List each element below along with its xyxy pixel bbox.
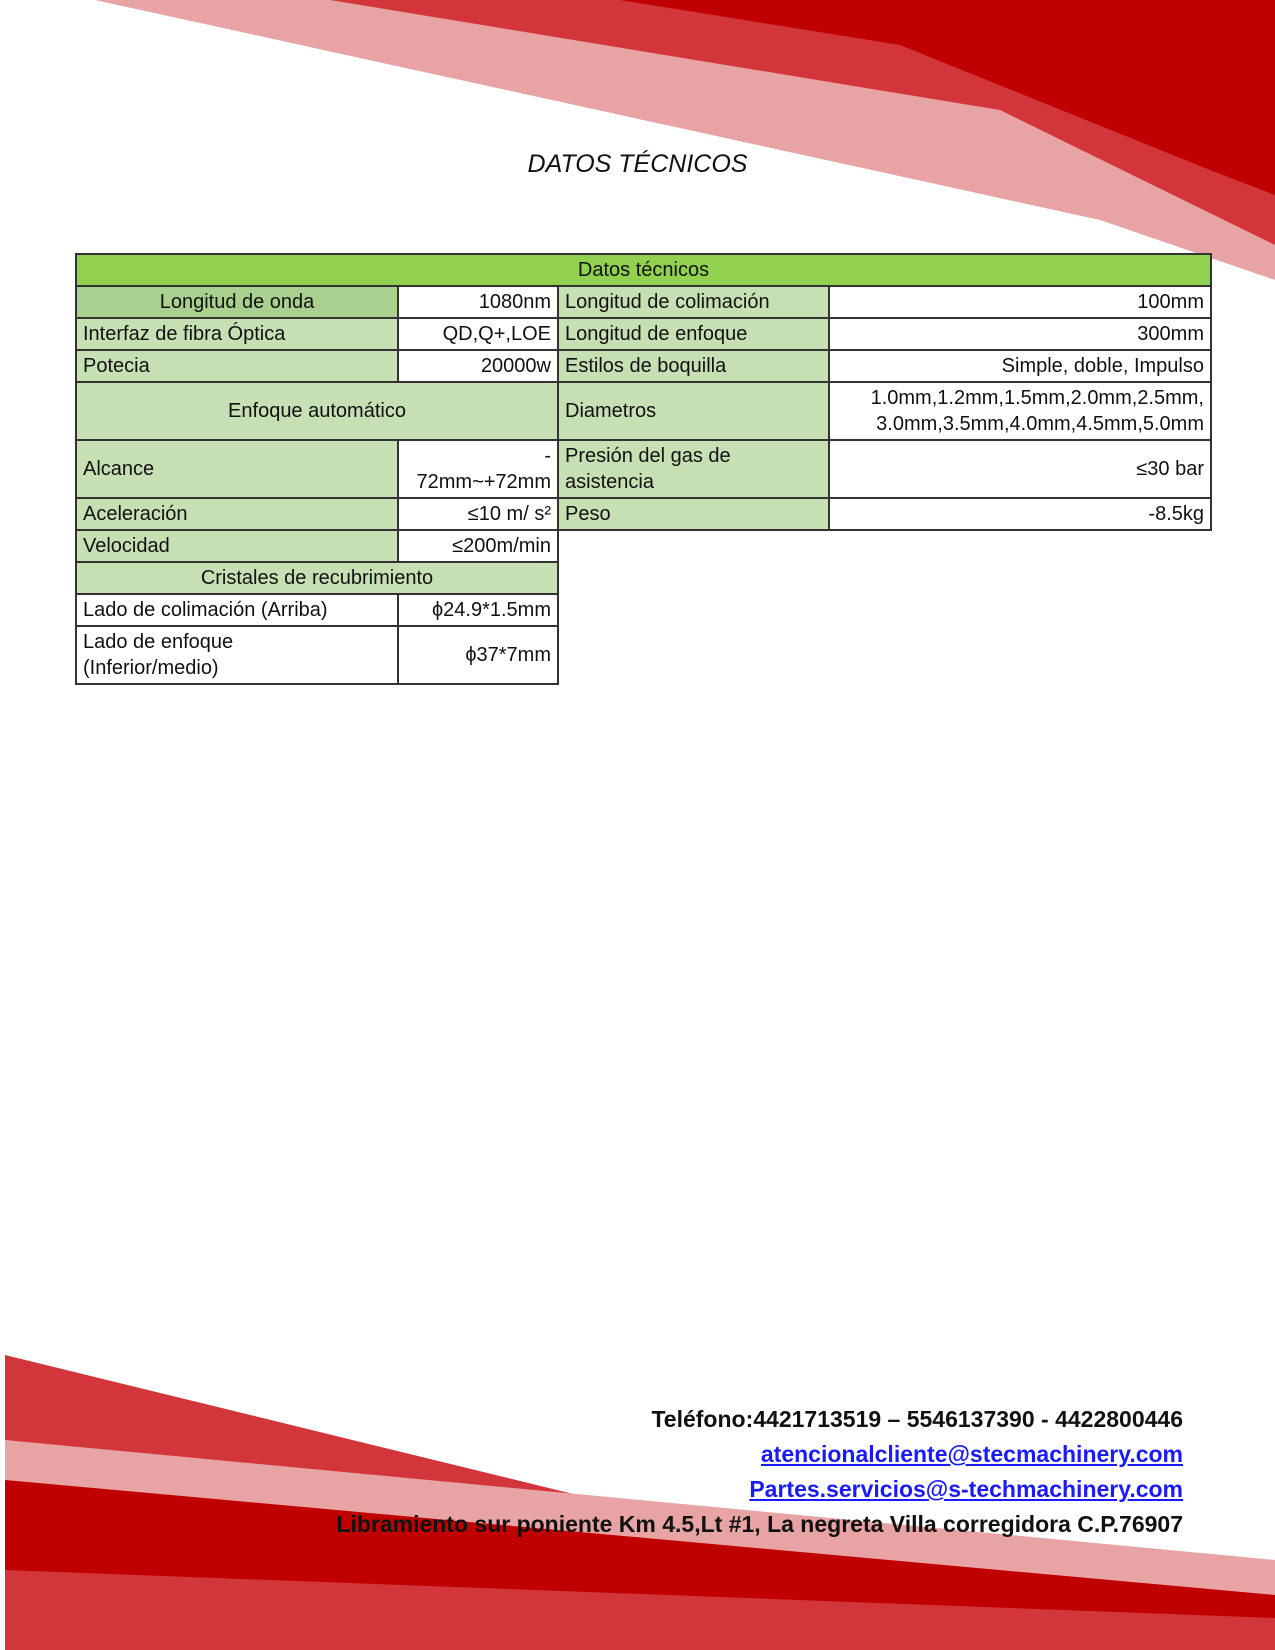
email-link-atencion[interactable]: atencionalcliente@stecmachinery.com xyxy=(760,1441,1183,1467)
spec-label-line: Lado de enfoque xyxy=(83,631,234,653)
spec-label: Peso xyxy=(558,498,829,530)
spec-value-line: 1.0mm,1.2mm,1.5mm,2.0mm,2.5mm, xyxy=(870,387,1204,409)
section-heading: Enfoque automático xyxy=(76,382,558,440)
table-row xyxy=(76,530,1211,562)
tech-specs-table xyxy=(75,253,1212,685)
spec-value-line: 3.0mm,3.5mm,4.0mm,4.5mm,5.0mm xyxy=(876,413,1204,435)
spec-label: Velocidad xyxy=(76,530,398,562)
table-row xyxy=(76,626,1211,684)
table-row xyxy=(76,440,1211,498)
empty-cell xyxy=(558,530,1211,562)
spec-label xyxy=(76,626,398,684)
spec-label: Lado de colimación (Arriba) xyxy=(76,594,398,626)
table-header: Datos técnicos xyxy=(76,254,1211,286)
spec-value xyxy=(398,440,558,498)
spec-label-line: (Inferior/medio) xyxy=(83,657,219,679)
contact-footer xyxy=(336,1402,1183,1542)
table-row xyxy=(76,562,1211,594)
table-row xyxy=(76,594,1211,626)
spec-value: 20000w xyxy=(398,350,558,382)
spec-label: Longitud de onda xyxy=(76,286,398,318)
spec-value xyxy=(829,382,1211,440)
spec-label-line: asistencia xyxy=(565,471,654,493)
spec-value-line: 72mm~+72mm xyxy=(416,471,551,493)
phone-text: Teléfono:4421713519 – 5546137390 - 4422800446 xyxy=(651,1406,1183,1432)
spec-value: ≤30 bar xyxy=(829,440,1211,498)
spec-label: Diametros xyxy=(558,382,829,440)
page-title: DATOS TÉCNICOS xyxy=(527,150,748,178)
top-decoration xyxy=(0,0,1275,290)
section-heading: Cristales de recubrimiento xyxy=(76,562,558,594)
spec-value: QD,Q+,LOE xyxy=(398,318,558,350)
spec-value: ≤10 m/ s² xyxy=(398,498,558,530)
spec-label-line: Presión del gas de xyxy=(565,445,731,467)
spec-value: ≤200m/min xyxy=(398,530,558,562)
spec-label: Longitud de colimación xyxy=(558,286,829,318)
empty-cell xyxy=(558,626,1211,684)
spec-value: 100mm xyxy=(829,286,1211,318)
spec-value: Simple, doble, Impulso xyxy=(829,350,1211,382)
spec-value: ϕ24.9*1.5mm xyxy=(398,594,558,626)
table-row xyxy=(76,498,1211,530)
table-row xyxy=(76,254,1211,286)
spec-value: -8.5kg xyxy=(829,498,1211,530)
empty-cell xyxy=(558,562,1211,594)
spec-value: 300mm xyxy=(829,318,1211,350)
spec-label: Alcance xyxy=(76,440,398,498)
spec-label: Estilos de boquilla xyxy=(558,350,829,382)
table-row xyxy=(76,286,1211,318)
spec-label: Interfaz de fibra Óptica xyxy=(76,318,398,350)
spec-label: Potecia xyxy=(76,350,398,382)
table-row xyxy=(76,382,1211,440)
spec-value: ϕ37*7mm xyxy=(398,626,558,684)
address-text: Libramiento sur poniente Km 4.5,Lt #1, La negreta Villa corregidora C.P.76907 xyxy=(336,1511,1183,1537)
email-link-partes[interactable]: Partes.servicios@s-techmachinery.com xyxy=(749,1476,1183,1502)
spec-label: Aceleración xyxy=(76,498,398,530)
table-row xyxy=(76,350,1211,382)
spec-value-line: - xyxy=(544,445,551,467)
spec-label xyxy=(558,440,829,498)
spec-value: 1080nm xyxy=(398,286,558,318)
table-row xyxy=(76,318,1211,350)
spec-label: Longitud de enfoque xyxy=(558,318,829,350)
empty-cell xyxy=(558,594,1211,626)
